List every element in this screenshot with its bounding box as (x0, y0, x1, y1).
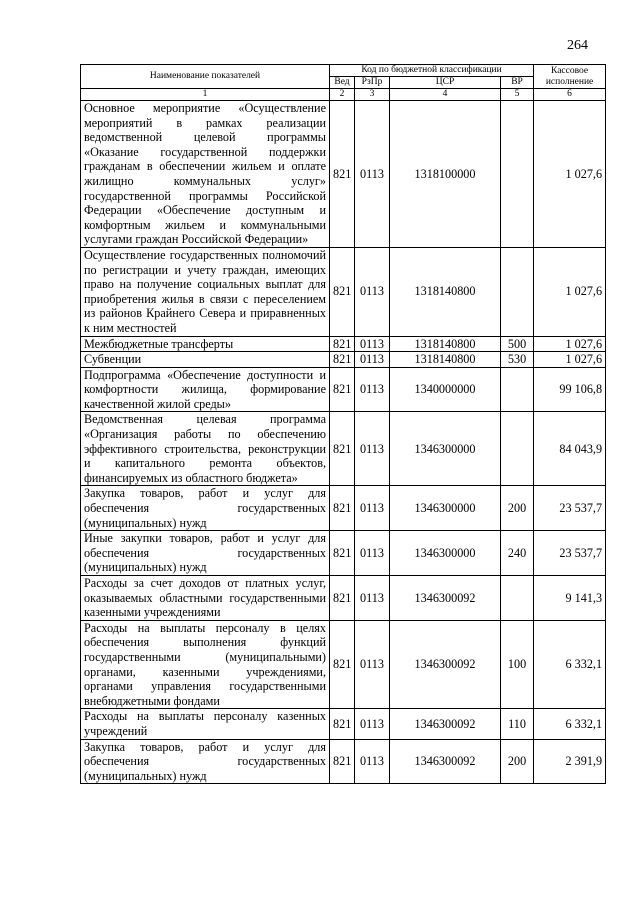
row-name: Межбюджетные трансферты (81, 336, 330, 352)
row-vr (501, 101, 534, 248)
column-number: 5 (501, 89, 534, 101)
table-row (81, 620, 606, 709)
row-ved: 821 (330, 367, 355, 412)
row-ved: 821 (330, 412, 355, 486)
row-ved: 821 (330, 576, 355, 621)
row-amount: 23 537,7 (534, 531, 606, 576)
row-csr: 1318140800 (390, 352, 501, 368)
row-ved: 821 (330, 247, 355, 336)
row-rzpr: 0113 (355, 739, 390, 784)
row-amount: 1 027,6 (534, 101, 606, 248)
row-name: Основное мероприятие «Осуществление мероприятий в рамках реализации ведомственной целевой программы «Оказание государственной поддержки гражданам в обеспечении жильем и оплате жилищно коммунальных услуг» государственной программы Российской Федерации «Обеспечение доступным и комфортным жильем и коммунальными услугами граждан Российской Федерации» (81, 101, 330, 248)
row-vr: 110 (501, 709, 534, 739)
column-number: 1 (81, 89, 330, 101)
row-ved: 821 (330, 531, 355, 576)
header-csr: ЦСР (390, 77, 501, 89)
row-name: Иные закупки товаров, работ и услуг для обеспечения государственных (муниципальных) нужд (81, 531, 330, 576)
row-amount: 6 332,1 (534, 709, 606, 739)
row-amount: 23 537,7 (534, 486, 606, 531)
row-vr (501, 247, 534, 336)
row-csr: 1346300092 (390, 739, 501, 784)
row-vr (501, 576, 534, 621)
row-name: Подпрограмма «Обеспечение доступности и комфортности жилища, формирование качественной жилой среды» (81, 367, 330, 412)
column-number-row (81, 89, 606, 101)
row-ved: 821 (330, 709, 355, 739)
row-csr: 1346300000 (390, 412, 501, 486)
row-vr: 200 (501, 739, 534, 784)
row-ved: 821 (330, 486, 355, 531)
header-rzpr: РзПр (355, 77, 390, 89)
row-csr: 1318100000 (390, 101, 501, 248)
row-vr: 200 (501, 486, 534, 531)
row-vr: 530 (501, 352, 534, 368)
column-number: 4 (390, 89, 501, 101)
row-amount: 99 106,8 (534, 367, 606, 412)
row-vr: 500 (501, 336, 534, 352)
table-row (81, 367, 606, 412)
header-amount: Кассовое исполнение (534, 65, 606, 89)
page-number: 264 (567, 38, 588, 53)
row-amount: 84 043,9 (534, 412, 606, 486)
row-vr (501, 412, 534, 486)
row-rzpr: 0113 (355, 620, 390, 709)
header-code-group: Код по бюджетной классификации (330, 65, 534, 77)
row-csr: 1346300092 (390, 709, 501, 739)
column-number: 6 (534, 89, 606, 101)
row-rzpr: 0113 (355, 336, 390, 352)
header-row-top (81, 65, 606, 77)
table-row (81, 412, 606, 486)
row-vr: 240 (501, 531, 534, 576)
row-amount: 9 141,3 (534, 576, 606, 621)
column-number: 2 (330, 89, 355, 101)
row-vr: 100 (501, 620, 534, 709)
column-number: 3 (355, 89, 390, 101)
row-rzpr: 0113 (355, 412, 390, 486)
row-vr (501, 367, 534, 412)
row-rzpr: 0113 (355, 576, 390, 621)
table-row (81, 101, 606, 248)
table-row (81, 739, 606, 784)
row-rzpr: 0113 (355, 247, 390, 336)
row-ved: 821 (330, 739, 355, 784)
row-rzpr: 0113 (355, 709, 390, 739)
table-row (81, 486, 606, 531)
row-ved: 821 (330, 352, 355, 368)
row-amount: 2 391,9 (534, 739, 606, 784)
row-name: Расходы за счет доходов от платных услуг, оказываемых областными государственными казенными учреждениями (81, 576, 330, 621)
row-amount: 6 332,1 (534, 620, 606, 709)
row-csr: 1346300092 (390, 576, 501, 621)
row-amount: 1 027,6 (534, 247, 606, 336)
header-vr: ВР (501, 77, 534, 89)
row-rzpr: 0113 (355, 367, 390, 412)
row-csr: 1346300000 (390, 486, 501, 531)
table-row (81, 352, 606, 368)
row-name: Ведомственная целевая программа «Организация работы по обеспечению эффективного строительства, реконструкции и капитального ремонта объектов, финансируемых из областного бюджета» (81, 412, 330, 486)
header-ved: Вед (330, 77, 355, 89)
row-rzpr: 0113 (355, 101, 390, 248)
row-csr: 1318140800 (390, 336, 501, 352)
row-amount: 1 027,6 (534, 352, 606, 368)
row-name: Субвенции (81, 352, 330, 368)
row-name: Расходы на выплаты персоналу казенных учреждений (81, 709, 330, 739)
row-amount: 1 027,6 (534, 336, 606, 352)
row-ved: 821 (330, 620, 355, 709)
table-row (81, 709, 606, 739)
table-row (81, 336, 606, 352)
row-csr: 1346300092 (390, 620, 501, 709)
header-name: Наименование показателей (81, 65, 330, 89)
row-csr: 1318140800 (390, 247, 501, 336)
row-ved: 821 (330, 336, 355, 352)
table-row (81, 247, 606, 336)
row-name: Осуществление государственных полномочий по регистрации и учету граждан, имеющих право на получение социальных выплат для приобретения жилья в связи с переселением из районов Крайнего Севера и приравненных к ним местностей (81, 247, 330, 336)
row-rzpr: 0113 (355, 352, 390, 368)
row-name: Расходы на выплаты персоналу в целях обеспечения выполнения функций государственными (муниципальными) органами, казенными учреждениями, органами управления государственными внебюджетными фондами (81, 620, 330, 709)
row-csr: 1340000000 (390, 367, 501, 412)
row-rzpr: 0113 (355, 531, 390, 576)
row-name: Закупка товаров, работ и услуг для обеспечения государственных (муниципальных) нужд (81, 739, 330, 784)
row-rzpr: 0113 (355, 486, 390, 531)
row-csr: 1346300000 (390, 531, 501, 576)
row-ved: 821 (330, 101, 355, 248)
table-row (81, 576, 606, 621)
budget-table (80, 64, 606, 784)
table-row (81, 531, 606, 576)
row-name: Закупка товаров, работ и услуг для обеспечения государственных (муниципальных) нужд (81, 486, 330, 531)
